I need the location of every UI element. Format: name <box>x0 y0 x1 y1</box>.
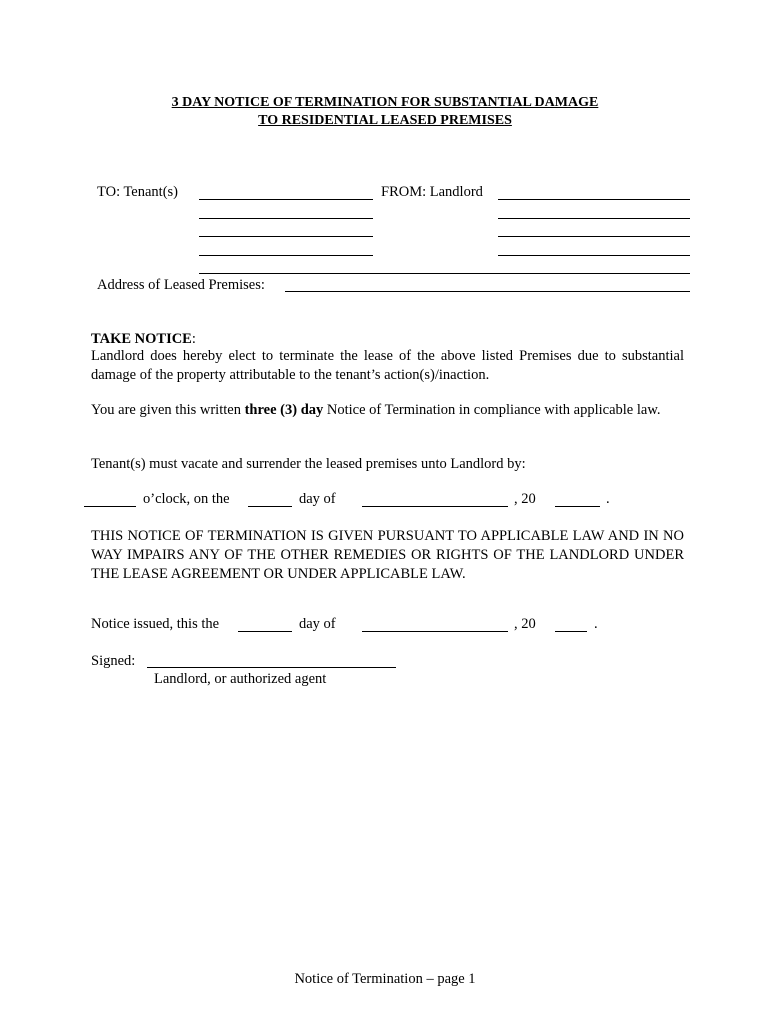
issued-period: . <box>594 616 598 632</box>
oclock-label: o’clock, on the <box>143 491 230 507</box>
document-title-line-2: TO RESIDENTIAL LEASED PREMISES <box>258 113 512 128</box>
landlord-name-field-2[interactable] <box>498 218 690 219</box>
vacate-day-of-label: day of <box>299 491 336 507</box>
tenant-name-field-2[interactable] <box>199 218 373 219</box>
vacate-year-field[interactable] <box>555 506 600 507</box>
landlord-label: FROM: Landlord <box>381 184 483 200</box>
landlord-name-field-1[interactable] <box>498 199 690 200</box>
take-notice-heading: TAKE NOTICE: <box>91 331 196 347</box>
vacate-instruction: Tenant(s) must vacate and surrender the leased premises unto Landlord by: <box>91 456 526 472</box>
termination-paragraph: Landlord does hereby elect to terminate the lease of the above listed Premises due to substantial damage of the property attributable to the tenant’s action(s)/inaction. <box>91 348 684 383</box>
tenant-name-field-3[interactable] <box>199 236 373 237</box>
signature-caption: Landlord, or authorized agent <box>154 671 327 687</box>
address-field-2[interactable] <box>285 291 690 292</box>
issued-day-field[interactable] <box>238 631 292 632</box>
address-field-1[interactable] <box>199 273 690 274</box>
vacate-day-field[interactable] <box>248 506 292 507</box>
issued-year-prefix: , 20 <box>514 616 536 632</box>
notice-period-paragraph: You are given this written three (3) day Notice of Termination in compliance with applicable law. <box>91 402 661 418</box>
legal-statement: THIS NOTICE OF TERMINATION IS GIVEN PURSUANT TO APPLICABLE LAW AND IN NO WAY IMPAIRS ANY OF THE OTHER REMEDIES OR RIGHTS OF THE LANDLORD UNDER THE LEASE AGREEMENT OR UNDER APPLICABLE LAW. <box>91 528 684 582</box>
vacate-month-field[interactable] <box>362 506 508 507</box>
signed-label: Signed: <box>91 653 136 669</box>
document-title-line-1: 3 DAY NOTICE OF TERMINATION FOR SUBSTANTIAL DAMAGE <box>171 95 599 110</box>
vacate-period: . <box>606 491 610 507</box>
issued-year-field[interactable] <box>555 631 587 632</box>
signature-field[interactable] <box>147 667 396 668</box>
landlord-name-field-4[interactable] <box>498 255 690 256</box>
issued-label: Notice issued, this the <box>91 616 220 632</box>
vacate-year-prefix: , 20 <box>514 491 536 507</box>
issued-day-of-label: day of <box>299 616 336 632</box>
landlord-name-field-3[interactable] <box>498 236 690 237</box>
tenant-label: TO: Tenant(s) <box>97 184 179 200</box>
address-label: Address of Leased Premises: <box>97 277 265 293</box>
tenant-name-field-1[interactable] <box>199 199 373 200</box>
issued-month-field[interactable] <box>362 631 508 632</box>
page-footer: Notice of Termination – page 1 <box>294 971 476 987</box>
tenant-name-field-4[interactable] <box>199 255 373 256</box>
vacate-hour-field[interactable] <box>84 506 136 507</box>
